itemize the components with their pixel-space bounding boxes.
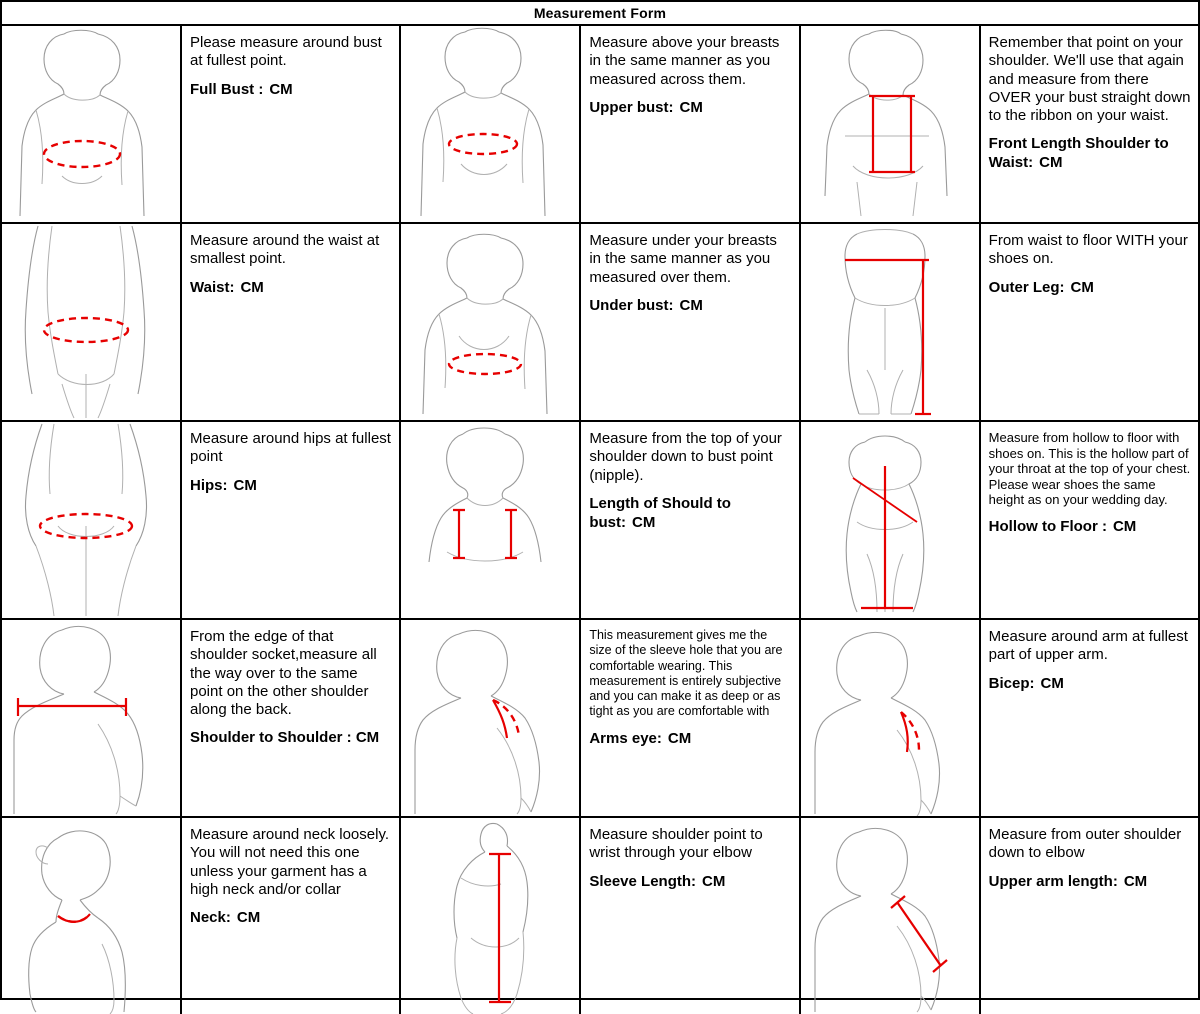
shoulder-to-bust-figure bbox=[401, 422, 579, 618]
measurement-description: This measurement gives me the size of the sleeve hole that you are comfortable wearing. This measurement is entirely subjective and you can make it as deep or as tight as you are comfortable with bbox=[589, 628, 783, 719]
measurement-label: Hollow to Floor : CM bbox=[988, 517, 1137, 535]
figure-cell-arms-eye bbox=[401, 620, 581, 816]
shoulder-to-shoulder-back-figure bbox=[2, 620, 180, 816]
figure-cell-neck bbox=[2, 818, 182, 1014]
text-cell-front-length bbox=[981, 26, 1198, 222]
table-row bbox=[2, 422, 1198, 620]
measurement-label: Neck: CM bbox=[190, 909, 261, 927]
front-length-shoulder-to-waist-figure bbox=[801, 26, 979, 222]
measurement-description: Measure under your breasts in the same manner as you measured over them. bbox=[589, 232, 777, 286]
measurement-label: Front Length Shoulder to Waist: CM bbox=[988, 135, 1169, 172]
measurement-description: Measure from hollow to floor with shoes on. This is the hollow part of your throat at the top of your chest. Please wear shoes the same height as on your wedding day. bbox=[988, 430, 1191, 508]
figure-cell-full-bust bbox=[2, 26, 182, 222]
text-cell-hollow-to-floor bbox=[981, 422, 1198, 618]
arms-eye-figure bbox=[401, 620, 579, 816]
figure-cell-bicep bbox=[801, 620, 981, 816]
measurement-label: Arms eye: CM bbox=[589, 729, 692, 747]
upper-arm-length-figure bbox=[801, 818, 979, 1014]
text-cell-upper-arm-length bbox=[981, 818, 1198, 1014]
measurement-description: Measure above your breasts in the same manner as you measured across them. bbox=[589, 34, 780, 88]
figure-cell-shoulder-to-bust bbox=[401, 422, 581, 618]
figure-cell-waist bbox=[2, 224, 182, 420]
measurement-description: Remember that point on your shoulder. We'll use that again and measure from there OVER your bust straight down to the ribbon on your waist. bbox=[988, 34, 1191, 125]
sleeve-length-figure bbox=[401, 818, 579, 1014]
text-cell-outer-leg bbox=[981, 224, 1198, 420]
measurement-description: Measure around the waist at smallest point. bbox=[190, 232, 380, 268]
text-cell-arms-eye bbox=[581, 620, 800, 816]
measurement-label: Hips: CM bbox=[190, 476, 257, 494]
figure-cell-outer-leg bbox=[801, 224, 981, 420]
measurement-description: Measure around hips at fullest point bbox=[190, 430, 391, 466]
outer-leg-figure bbox=[801, 224, 979, 420]
front-torso-under-bust-figure bbox=[401, 224, 579, 420]
bicep-figure bbox=[801, 620, 979, 816]
measurement-label: Outer Leg: CM bbox=[988, 278, 1094, 296]
measurement-description: Measure shoulder point to wrist through your elbow bbox=[589, 826, 763, 862]
measurement-label: Upper bust: CM bbox=[589, 98, 703, 116]
table-row bbox=[2, 620, 1198, 818]
front-torso-waist-figure bbox=[2, 224, 180, 420]
hollow-to-floor-figure bbox=[801, 422, 979, 618]
text-cell-sleeve-length bbox=[581, 818, 800, 1014]
figure-cell-sleeve-length bbox=[401, 818, 581, 1014]
figure-cell-upper-bust bbox=[401, 26, 581, 222]
front-torso-upper-bust-figure bbox=[401, 26, 579, 222]
figure-cell-front-length bbox=[801, 26, 981, 222]
form-title-bar bbox=[2, 2, 1198, 26]
measurement-grid bbox=[2, 26, 1198, 1014]
text-cell-bicep bbox=[981, 620, 1198, 816]
text-cell-neck bbox=[182, 818, 401, 1014]
measurement-description: Measure around arm at fullest part of upper arm. bbox=[988, 628, 1188, 664]
page-title: Measurement Form bbox=[533, 5, 667, 21]
text-cell-hips bbox=[182, 422, 401, 618]
table-row bbox=[2, 26, 1198, 224]
table-row bbox=[2, 818, 1198, 1014]
figure-cell-shoulder-to-shoulder bbox=[2, 620, 182, 816]
front-torso-hips-figure bbox=[2, 422, 180, 618]
text-cell-upper-bust bbox=[581, 26, 800, 222]
measurement-description: From the edge of that shoulder socket,measure all the way over to the same point on the other shoulder along the back. bbox=[190, 628, 377, 719]
text-cell-shoulder-to-shoulder bbox=[182, 620, 401, 816]
measurement-label: Shoulder to Shoulder : CM bbox=[190, 729, 380, 747]
front-torso-bust-figure bbox=[2, 26, 180, 222]
figure-cell-under-bust bbox=[401, 224, 581, 420]
measurement-description: Measure from the top of your shoulder down to bust point (nipple). bbox=[589, 430, 782, 484]
measurement-label: Upper arm length: CM bbox=[988, 872, 1148, 890]
neck-profile-figure bbox=[2, 818, 180, 1014]
measurement-label: Waist: CM bbox=[190, 278, 264, 296]
text-cell-under-bust bbox=[581, 224, 800, 420]
text-cell-waist bbox=[182, 224, 401, 420]
measurement-label: Bicep: CM bbox=[988, 674, 1064, 692]
figure-cell-hips bbox=[2, 422, 182, 618]
measurement-label: Full Bust : CM bbox=[190, 80, 293, 98]
measurement-description: From waist to floor WITH your shoes on. bbox=[988, 232, 1188, 268]
measurement-label: Under bust: CM bbox=[589, 296, 703, 314]
measurement-description: Please measure around bust at fullest point. bbox=[190, 34, 382, 70]
measurement-label: Length of Should to bust: CM bbox=[589, 494, 731, 531]
text-cell-full-bust bbox=[182, 26, 401, 222]
table-row bbox=[2, 224, 1198, 422]
text-cell-shoulder-to-bust bbox=[581, 422, 800, 618]
figure-cell-hollow-to-floor bbox=[801, 422, 981, 618]
measurement-description: Measure around neck loosely. You will not need this one unless your garment has a high neck and/or collar bbox=[190, 826, 389, 898]
figure-cell-upper-arm-length bbox=[801, 818, 981, 1014]
measurement-description: Measure from outer shoulder down to elbow bbox=[988, 826, 1182, 862]
measurement-label: Sleeve Length: CM bbox=[589, 872, 726, 890]
